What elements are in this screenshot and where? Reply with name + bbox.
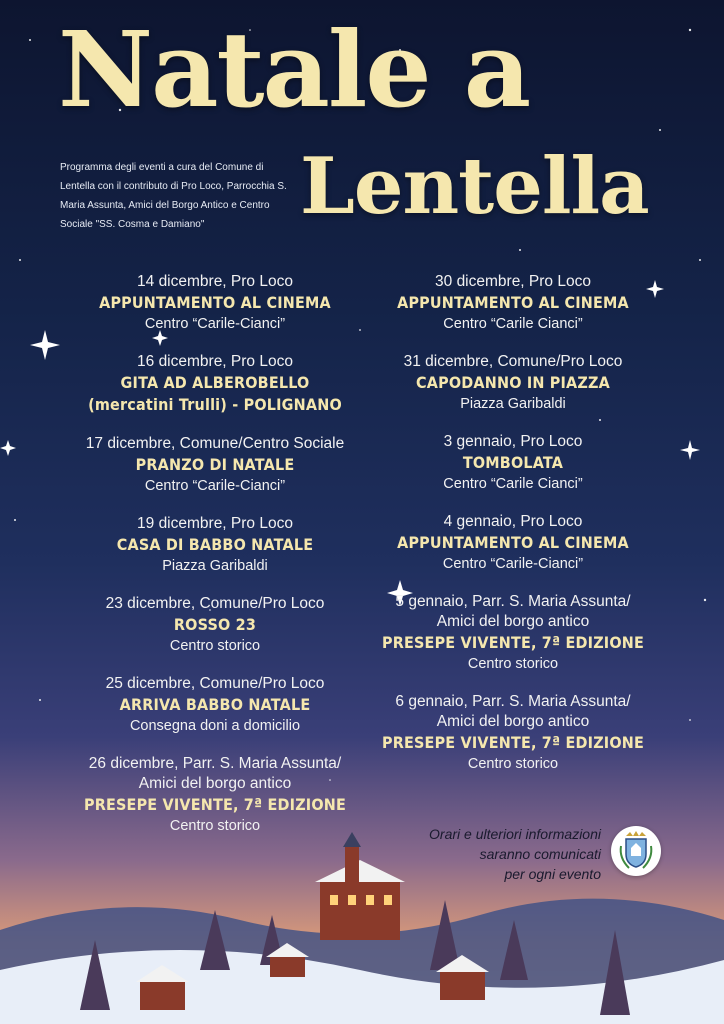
event-item — [343, 592, 683, 674]
event-name: APPUNTAMENTO AL CINEMA — [397, 533, 629, 552]
poster-title-line1: Natale a — [58, 8, 530, 131]
event-date-line2: Amici del borgo antico — [436, 713, 590, 730]
event-item — [45, 514, 385, 576]
event-item — [45, 434, 385, 496]
event-item — [45, 352, 385, 416]
event-name: ARRIVA BABBO NATALE — [119, 695, 311, 714]
event-name: CASA DI BABBO NATALE — [116, 535, 314, 554]
event-date: 6 gennaio, Parr. S. Maria Assunta/ — [395, 693, 631, 710]
event-name: PRESEPE VIVENTE, 7ª EDIZIONE — [83, 795, 347, 814]
event-place: Centro storico — [467, 756, 559, 772]
info-note-line: per ogni evento — [504, 866, 601, 882]
event-date: 23 dicembre, Comune/Pro Loco — [105, 595, 325, 612]
event-place: Centro “Carile-Cianci” — [442, 556, 584, 572]
event-date: 14 dicembre, Pro Loco — [137, 273, 293, 290]
event-place: Centro “Carile-Cianci” — [144, 316, 286, 332]
event-item — [45, 594, 385, 656]
event-date: 25 dicembre, Comune/Pro Loco — [105, 675, 325, 692]
event-name: GITA AD ALBEROBELLO — [120, 373, 310, 392]
intro-text: Programma degli eventi a cura del Comune di Lentella con il contributo di Pro Loco, Parrocchia S. Maria Assunta, Amici del Borgo Antico e Centro Sociale "SS. Cosma e Damiano" — [60, 162, 287, 230]
event-date: 26 dicembre, Parr. S. Maria Assunta/ — [88, 755, 342, 772]
event-item — [343, 272, 683, 334]
event-name: TOMBOLATA — [462, 453, 564, 472]
event-item — [45, 272, 385, 334]
events-column-left — [45, 272, 385, 854]
event-date-line2: Amici del borgo antico — [436, 613, 590, 630]
event-name: PRANZO DI NATALE — [135, 455, 295, 474]
event-date: 5 gennaio, Parr. S. Maria Assunta/ — [395, 593, 631, 610]
event-date: 16 dicembre, Pro Loco — [137, 353, 293, 370]
poster-title-line2: Lentella — [300, 141, 649, 232]
event-date: 3 gennaio, Pro Loco — [443, 433, 583, 450]
event-date: 30 dicembre, Pro Loco — [435, 273, 591, 290]
event-date: 19 dicembre, Pro Loco — [137, 515, 293, 532]
events-column-right — [343, 272, 683, 792]
event-place: Centro “Carile Cianci” — [443, 316, 583, 332]
event-item — [343, 692, 683, 774]
event-place: Centro storico — [169, 818, 261, 834]
snowy-village-illustration — [0, 820, 724, 1024]
event-name: PRESEPE VIVENTE, 7ª EDIZIONE — [381, 633, 645, 652]
event-date-line2: Amici del borgo antico — [138, 775, 292, 792]
event-name: APPUNTAMENTO AL CINEMA — [99, 293, 331, 312]
info-note-line: Orari e ulteriori informazioni — [429, 826, 601, 842]
event-name: PRESEPE VIVENTE, 7ª EDIZIONE — [381, 733, 645, 752]
event-place: Centro “Carile-Cianci” — [144, 478, 286, 494]
event-item — [343, 352, 683, 414]
event-place: Consegna doni a domicilio — [129, 718, 301, 734]
event-name: APPUNTAMENTO AL CINEMA — [397, 293, 629, 312]
event-name: CAPODANNO IN PIAZZA — [416, 373, 610, 392]
event-place: Centro “Carile Cianci” — [443, 476, 583, 492]
event-date: 31 dicembre, Comune/Pro Loco — [403, 353, 623, 370]
event-place: Centro storico — [169, 638, 261, 654]
event-item — [343, 432, 683, 494]
event-place: Piazza Garibaldi — [162, 558, 268, 574]
event-date: 4 gennaio, Pro Loco — [443, 513, 583, 530]
info-note-line: saranno comunicati — [479, 846, 601, 862]
event-name-line2: (mercatini Trulli) - POLIGNANO — [88, 395, 342, 414]
event-place: Piazza Garibaldi — [460, 396, 566, 412]
event-name: ROSSO 23 — [173, 615, 257, 634]
event-place: Centro storico — [467, 656, 559, 672]
event-item — [343, 512, 683, 574]
event-date: 17 dicembre, Comune/Centro Sociale — [85, 435, 345, 452]
event-item — [45, 674, 385, 736]
